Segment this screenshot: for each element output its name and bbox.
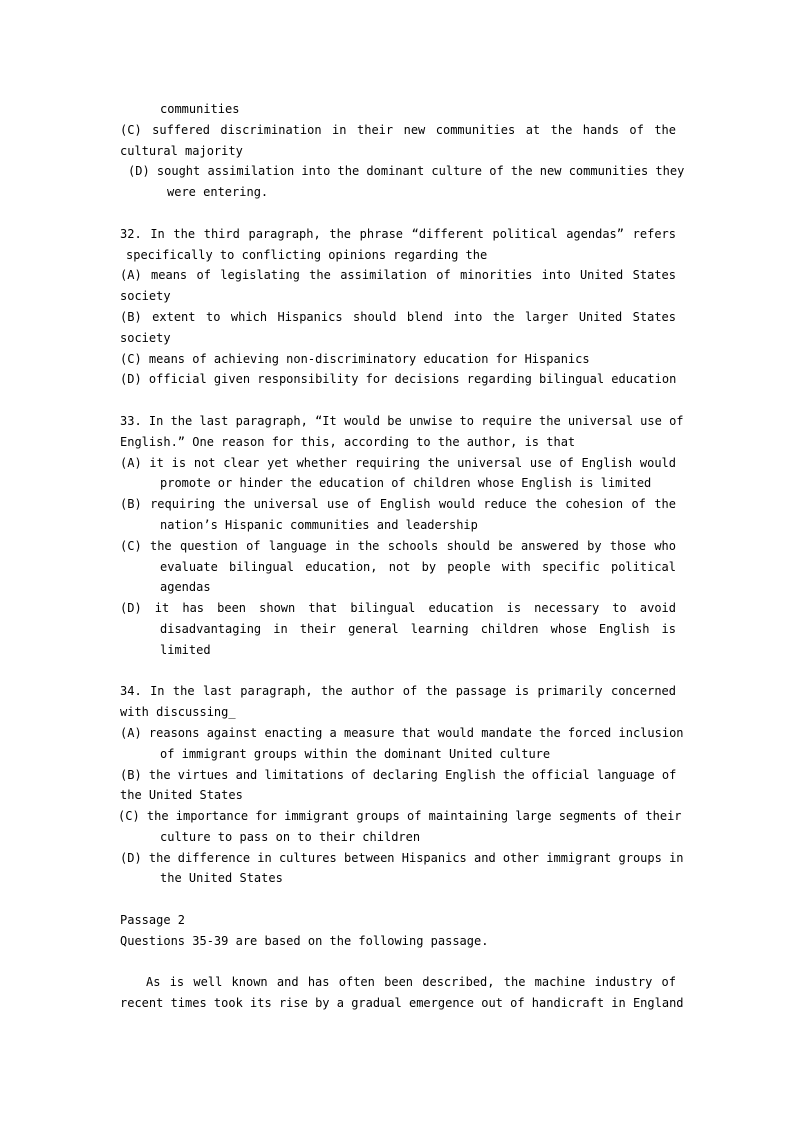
q34-option-a-line2: of immigrant groups within the dominant United culture [160,746,551,761]
q31-option-b-continuation: communities [160,102,240,116]
passage-paragraph-line2: recent times took its rise by a gradual emergence out of handicraft in England [120,996,684,1011]
q34-option-b-line2: the United States [120,788,243,803]
q31-option-c-line2: cultural majority [120,143,243,158]
spacer [120,390,676,411]
q33-option-b-line1: (B) requiring the universal use of English would reduce the cohesion of the [120,497,676,512]
passage-title: Passage 2 [120,913,186,928]
q34-option-c-line1: (C) the importance for immigrant groups of maintaining large segments of their [118,809,682,824]
q32-option-b-line1: (B) extent to which Hispanics should blend into the larger United States [120,309,676,324]
q32-option-a-line1: (A) means of legislating the assimilation of minorities into United States [120,268,676,283]
q31-option-d-line2: were entering. [167,185,269,200]
q32-option-c: (C) means of achieving non-discriminatory education for Hispanics [120,351,590,366]
q32-stem-line2: specifically to conflicting opinions regarding the [126,247,488,262]
q33-option-c-line2: evaluate bilingual education, not by people with specific political [160,559,676,574]
q31-option-d-line1: (D) sought assimilation into the dominant culture of the new communities they [128,164,685,179]
q34-option-c-line2: culture to pass on to their children [160,829,421,844]
q33-option-d-line1: (D) it has been shown that bilingual education is necessary to avoid [120,601,676,616]
q34-option-d-line2: the United States [160,871,283,886]
spacer [120,952,676,973]
spacer [120,889,676,910]
q33-option-d-line3: limited [160,642,211,657]
q33-option-a-line1: (A) it is not clear yet whether requiring the universal use of English would [120,455,676,470]
passage-intro: Questions 35-39 are based on the following passage. [120,933,489,948]
q34-option-a-line1: (A) reasons against enacting a measure that would mandate the forced inclusion [120,725,684,740]
q33-option-c-line1: (C) the question of language in the schools should be answered by those who [120,538,676,553]
q32-stem-line1: 32. In the third paragraph, the phrase “different political agendas” refers [120,226,676,241]
spacer [120,203,676,224]
q32-option-a-line2: society [120,289,171,304]
q34-option-d-line1: (D) the difference in cultures between Hispanics and other immigrant groups in [120,850,684,865]
q31-option-c-line1: (C) suffered discrimination in their new communities at the hands of the [120,122,676,137]
q33-option-d-line2: disadvantaging in their general learning children whose English is [160,621,676,636]
q33-stem-line1: 33. In the last paragraph, “It would be unwise to require the universal use of [120,413,684,428]
q32-option-d: (D) official given responsibility for decisions regarding bilingual education [120,372,677,387]
passage-paragraph-line1: As is well known and has often been described, the machine industry of [146,975,676,990]
q32-option-b-line2: society [120,330,171,345]
q33-option-a-line2: promote or hinder the education of children whose English is limited [160,476,652,491]
q34-option-b-line1: (B) the virtues and limitations of declaring English the official language of [120,767,677,782]
q34-stem-line2: with discussing_ [120,705,236,720]
q33-option-b-line2: nation’s Hispanic communities and leadership [160,517,478,532]
document-page [118,99,685,1014]
q34-stem-line1: 34. In the last paragraph, the author of the passage is primarily concerned [120,684,676,699]
q33-option-c-line3: agendas [160,580,211,595]
q33-stem-line2: English.” One reason for this, according to the author, is that [120,434,576,449]
spacer [120,661,676,682]
